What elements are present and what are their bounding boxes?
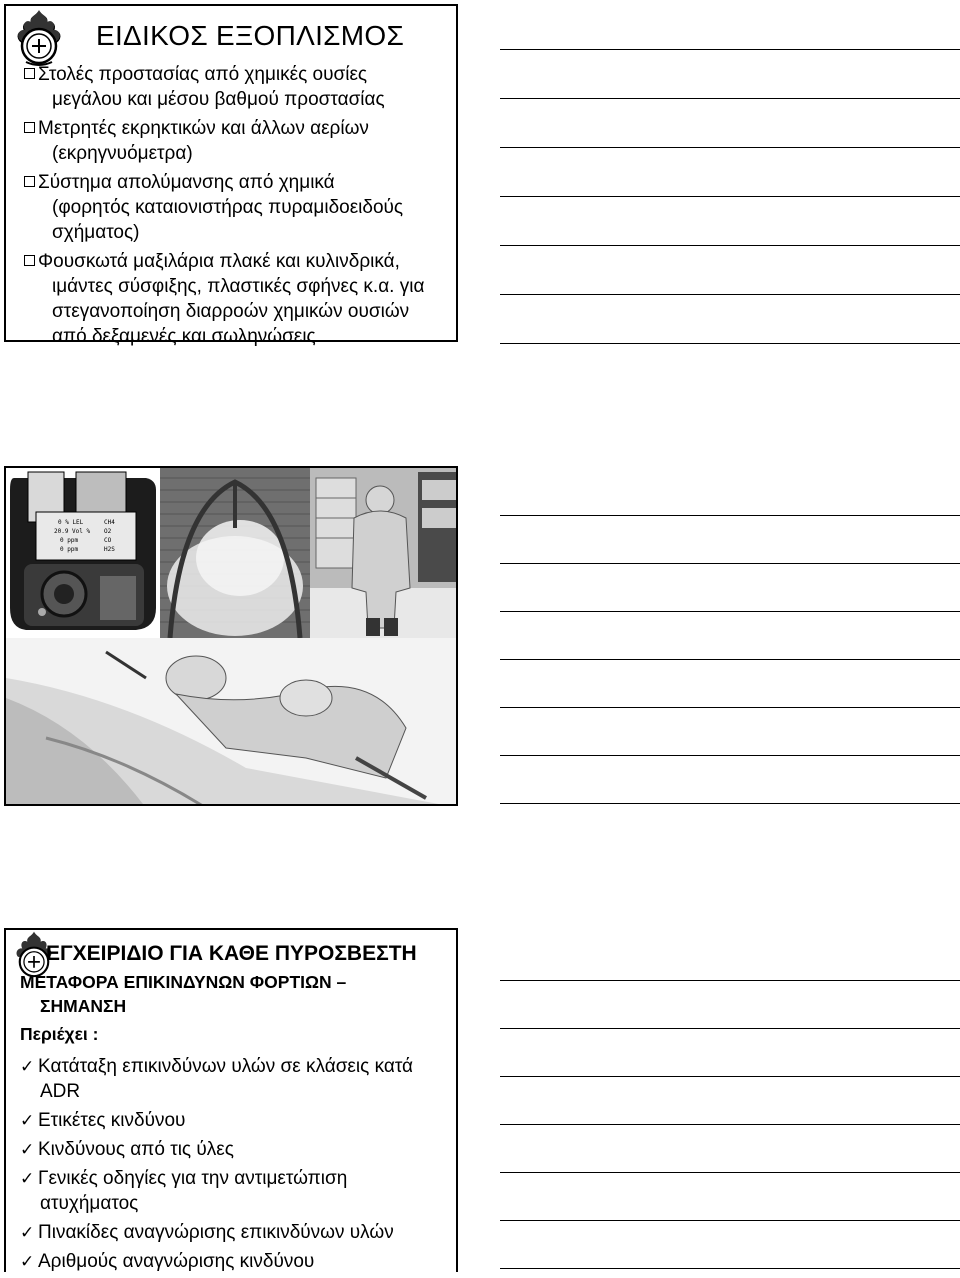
- bullet-text-continued: ιμάντες σύσφιξης, πλαστικές σφήνες κ.α. για: [52, 276, 425, 297]
- checkbox-square-icon: [24, 68, 35, 79]
- bullet-text-continued: στεγανοποίηση διαρροών χημικών ουσιών: [52, 301, 410, 322]
- checkmark-icon: ✓: [20, 1057, 35, 1076]
- meter-reading-3: 0 ppm: [60, 537, 79, 544]
- gas-detector-photo: [6, 468, 160, 638]
- section-subheading: [20, 970, 450, 1018]
- checklist-item: [20, 1166, 460, 1216]
- bullet-text: Μετρητές εκρηκτικών και άλλων αερίων: [38, 118, 369, 139]
- checkmark-icon: ✓: [20, 1169, 35, 1188]
- meter-reading-2: 20.9 Vol %: [54, 528, 91, 535]
- meter-gas-4: H2S: [104, 546, 115, 553]
- decontamination-shower-photo: [160, 468, 310, 638]
- meter-gas-1: CH4: [104, 519, 115, 526]
- bullet-item: [24, 249, 454, 349]
- checklist-text: Γενικές οδηγίες για την αντιμετώπιση: [38, 1168, 348, 1189]
- checklist-text: Πινακίδες αναγνώρισης επικινδύνων υλών: [38, 1222, 394, 1243]
- checklist-item: [20, 1137, 460, 1162]
- bullet-text: Φουσκωτά μαξιλάρια πλακέ και κυλινδρικά,: [38, 251, 400, 272]
- checklist: [20, 1054, 460, 1278]
- checklist-text: Ετικέτες κινδύνου: [38, 1110, 186, 1131]
- checklist-item: [20, 1249, 460, 1274]
- checklist-text-continued: ατυχήματος: [40, 1193, 139, 1214]
- checklist-item: [20, 1220, 460, 1245]
- hazmat-suit-photo: [310, 468, 458, 638]
- note-line: [500, 980, 960, 981]
- checklist-item: [20, 1054, 460, 1104]
- note-line: [500, 1172, 960, 1173]
- meter-gas-3: CO: [104, 537, 112, 544]
- subheading-line-1: ΜΕΤΑΦΟΡΑ ΕΠΙΚΙΝΔΥΝΩΝ ΦΟΡΤΙΩΝ –: [20, 972, 347, 992]
- checkbox-square-icon: [24, 122, 35, 133]
- checkbox-square-icon: [24, 176, 35, 187]
- checkbox-square-icon: [24, 255, 35, 266]
- bullet-text: Σύστημα απολύμανσης από χημικά: [38, 172, 335, 193]
- checklist-item: [20, 1108, 460, 1133]
- note-line: [500, 1028, 960, 1029]
- subheading-line-2: ΣΗΜΑΝΣΗ: [40, 996, 127, 1016]
- bullet-text-continued: από δεξαμενές και σωληνώσεις: [52, 326, 316, 347]
- checkmark-icon: ✓: [20, 1140, 35, 1159]
- meter-gas-2: O2: [104, 528, 112, 535]
- checklist-text-continued: ADR: [40, 1081, 81, 1102]
- bullet-text-continued: (εκρηγνυόμετρα): [52, 143, 193, 164]
- bullet-list: [24, 62, 454, 353]
- bullet-item: [24, 116, 454, 166]
- bullet-item: [24, 170, 454, 245]
- checklist-text: Αριθμούς αναγνώρισης κινδύνου: [38, 1251, 315, 1272]
- slide-handbook: [4, 928, 458, 1272]
- note-line: [500, 1268, 960, 1269]
- fire-service-emblem-icon: [8, 8, 70, 70]
- note-line: [500, 1124, 960, 1125]
- checkmark-icon: ✓: [20, 1252, 35, 1271]
- notes-lines-bottom: [500, 0, 960, 1272]
- checkmark-icon: ✓: [20, 1223, 35, 1242]
- slide-title: ΕΓΧΕΙΡΙΔΙΟ ΓΙΑ ΚΑΘΕ ΠΥΡΟΣΒΕΣΤΗ: [46, 942, 417, 965]
- meter-reading-1: 0 % LEL: [58, 519, 84, 526]
- checklist-text: Κατάταξη επικινδύνων υλών σε κλάσεις κατά: [38, 1056, 414, 1077]
- note-line: [500, 1220, 960, 1221]
- note-line: [500, 1076, 960, 1077]
- bullet-text-continued: μεγάλου και μέσου βαθμού προστασίας: [52, 89, 385, 110]
- slide-title: ΕΙΔΙΚΟΣ ΕΞΟΠΛΙΣΜΟΣ: [96, 20, 405, 51]
- checkmark-icon: ✓: [20, 1111, 35, 1130]
- bullet-item: [24, 62, 454, 112]
- bullet-text-continued: (φορητός καταιονιστήρας πυραμιδοειδούς: [52, 197, 404, 218]
- bullet-text-continued: σχήματος): [52, 222, 140, 243]
- contains-label: Περιέχει :: [20, 1024, 99, 1044]
- leak-sealing-photo: [6, 638, 458, 806]
- bullet-text: Στολές προστασίας από χημικές ουσίες: [38, 64, 368, 85]
- slide-equipment: [4, 4, 458, 347]
- checklist-text: Κινδύνους από τις ύλες: [38, 1139, 234, 1160]
- meter-reading-4: 0 ppm: [60, 546, 79, 553]
- slide-photos: [4, 466, 458, 806]
